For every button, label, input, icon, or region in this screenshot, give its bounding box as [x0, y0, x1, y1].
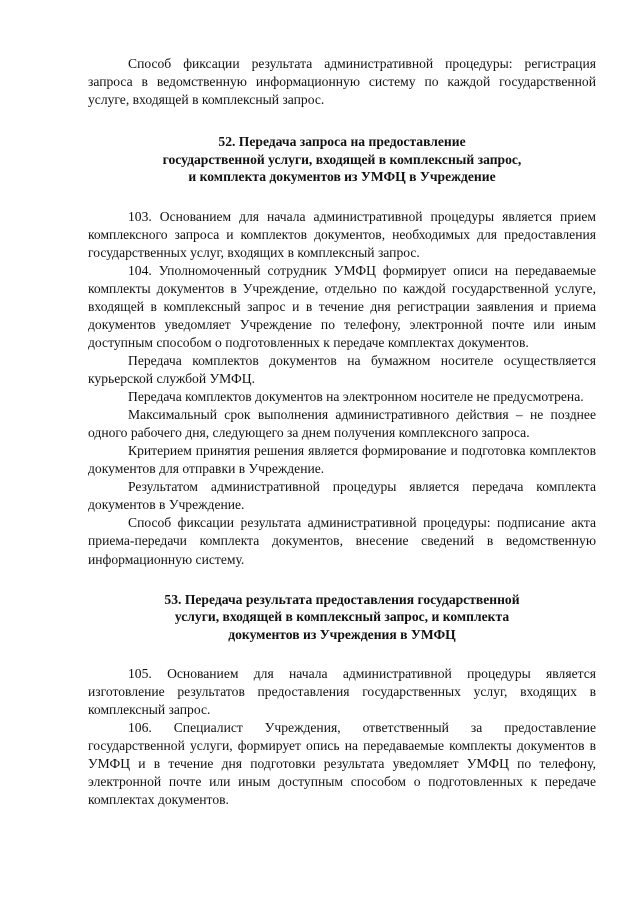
heading-52-line-2: государственной услуги, входящей в комплексный запрос,	[162, 151, 522, 167]
paragraph-103: 103. Основанием для начала административной процедуры является прием комплексного запроса и комплектов документов, необходимых для предоставления государственных услуг, входящих в комплексный запрос.	[88, 208, 596, 260]
heading-52-line-3: и комплекта документов из УМФЦ в Учреждение	[188, 169, 496, 185]
paragraph-electronic-transfer: Передача комплектов документов на электронном носителе не предусмотрена.	[128, 389, 584, 405]
heading-53-line-1: 53. Передача результата предоставления государственной	[164, 591, 520, 607]
document-body	[88, 55, 596, 809]
paragraph-result: Результатом административной процедуры является передача комплекта документов в Учреждение.	[88, 479, 596, 513]
paragraph-criterion: Критерием принятия решения является формирование и подготовка комплектов документов для отправки в Учреждение.	[88, 443, 596, 477]
paragraph-intro-fixation: Способ фиксации результата административной процедуры: регистрация запроса в ведомственную информационную систему по каждой государственной услуге, входящей в комплексный запрос.	[88, 56, 596, 108]
paragraph-106: 106. Специалист Учреждения, ответственный за предоставление государственной услуги, формирует опись на передаваемые комплекты документов в УМФЦ и в течение дня подготовки результата уведомляет УМФЦ по телефону, электронной почте или иным доступным способом о подготовленных к передаче комплектах документов.	[88, 720, 596, 808]
heading-53-line-3: документов из Учреждения в УМФЦ	[228, 626, 456, 642]
paragraph-fixation: Способ фиксации результата административной процедуры: подписание акта приема-передачи комплекта документов, внесение сведений в ведомственную информационную систему.	[88, 515, 596, 567]
paragraph-paper-transfer: Передача комплектов документов на бумажном носителе осуществляется курьерской службой УМФЦ.	[88, 353, 596, 387]
section-heading-53	[88, 591, 596, 644]
section-heading-52	[88, 133, 596, 186]
heading-52-line-1: 52. Передача запроса на предоставление	[218, 134, 466, 150]
paragraph-105: 105. Основанием для начала административной процедуры является изготовление результатов предоставления государственных услуг, входящих в комплексный запрос.	[88, 666, 596, 718]
paragraph-104: 104. Уполномоченный сотрудник УМФЦ формирует описи на передаваемые комплекты документов в Учреждение, отдельно по каждой государственной услуге, входящей в комплексный запрос и в течение дня регистрации заявления и приема документов уведомляет Учреждение по телефону, электронной почте или иным доступным способом о подготовленных к передаче комплектах документов.	[88, 262, 596, 350]
paragraph-deadline: Максимальный срок выполнения административного действия – не позднее одного рабочего дня, следующего за днем получения комплексного запроса.	[88, 407, 596, 441]
heading-53-line-2: услуги, входящей в комплексный запрос, и комплекта	[174, 609, 510, 625]
